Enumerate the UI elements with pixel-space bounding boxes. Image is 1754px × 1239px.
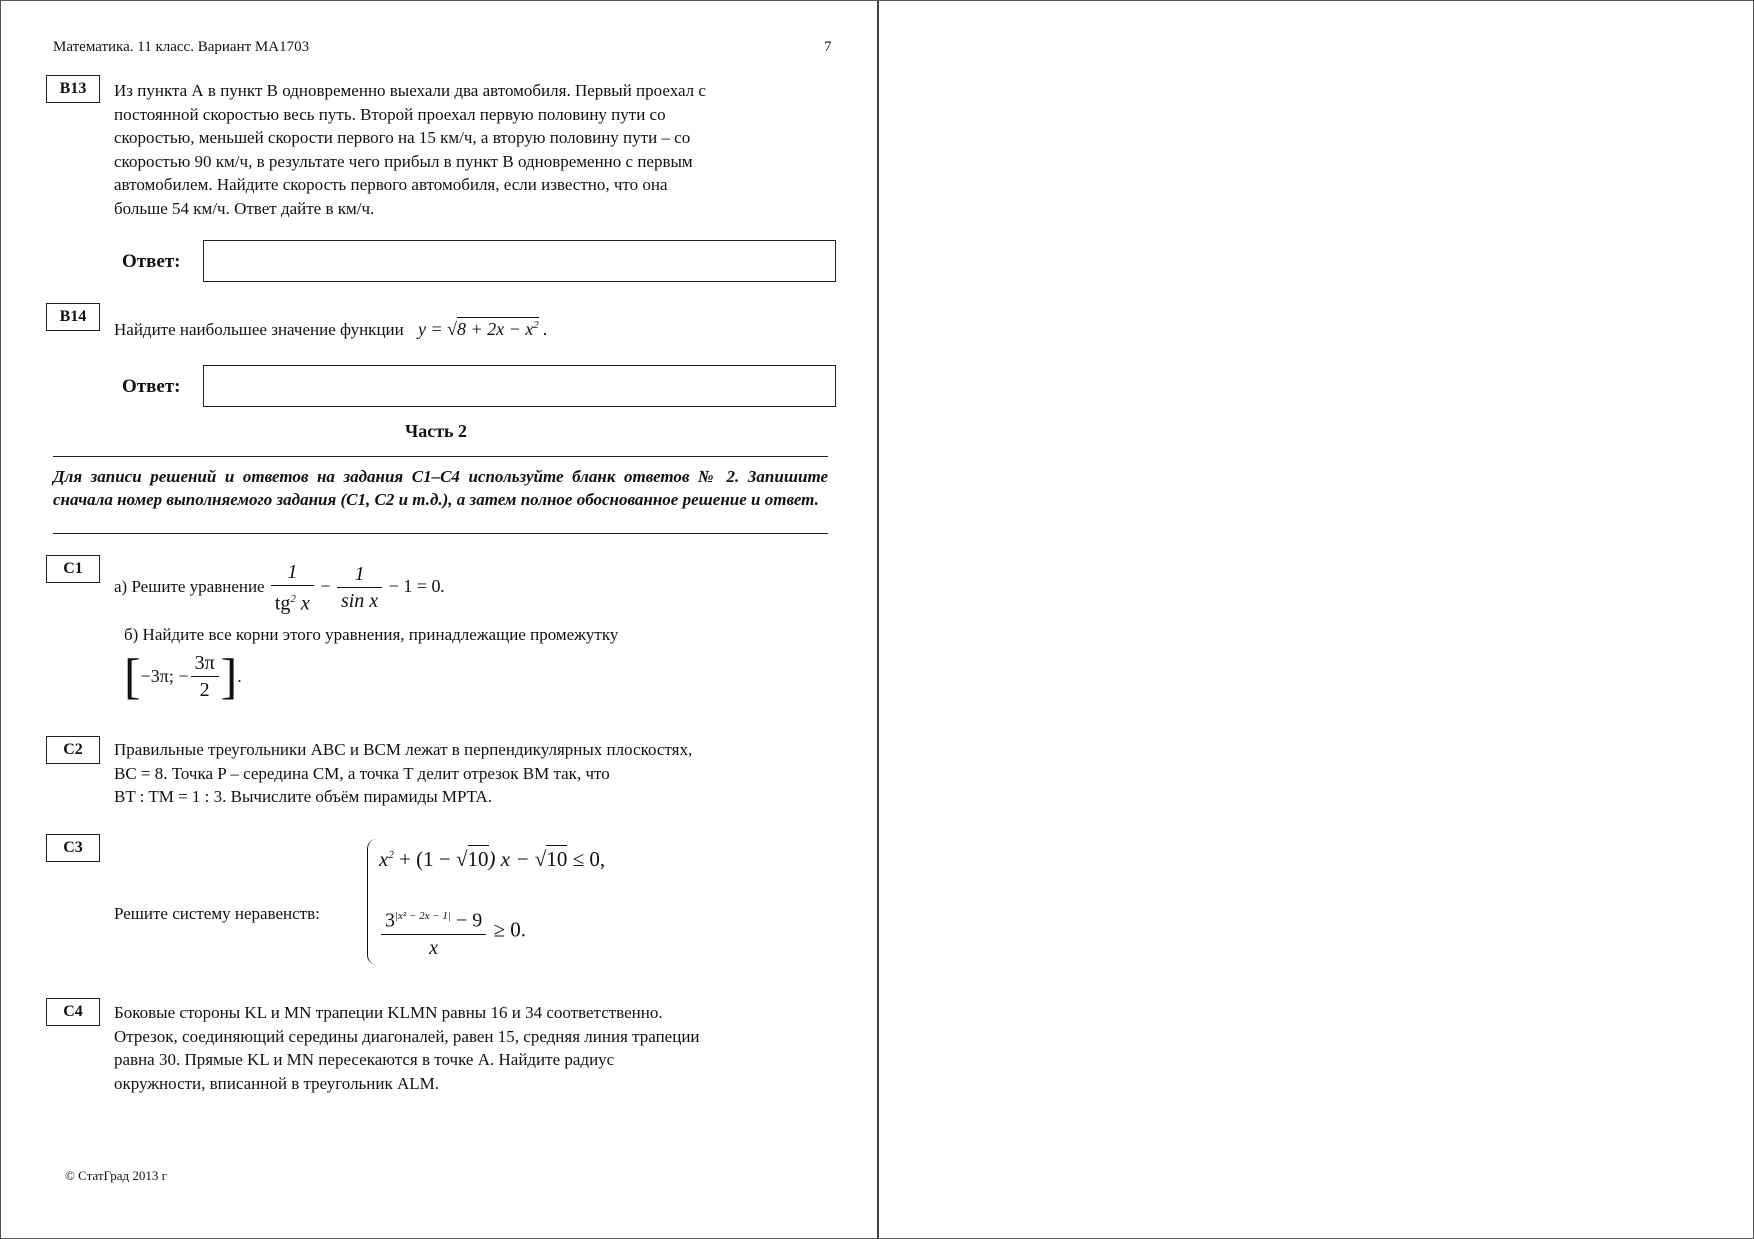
c1-frac-1 [271,559,314,617]
c4-line: Боковые стороны KL и MN трапеции KLMN равны 16 и 34 соответственно. [114,1003,663,1022]
c3-ineq2-tail: − 9 [450,909,483,932]
c1-frac-1-num: 1 [271,559,314,586]
c1-tail: − 1 = 0 [388,575,441,596]
b14-radicand [457,317,539,339]
instructions-top-rule [53,456,828,457]
task-text-c2 [114,738,828,809]
bracket-left-icon: [ [124,647,141,704]
part-2-title: Часть 2 [405,421,468,441]
c1-part-a-text: а) Решите уравнение [114,576,265,596]
b13-line: автомобилем. Найдите скорость первого автомобиля, если известно, что она [114,175,668,194]
b14-radicand-exp: 2 [533,319,539,331]
c1-interval-frac [191,650,219,703]
c1-tg-var: x [295,592,310,615]
b13-line: постоянной скоростью весь путь. Второй проехал первую половину пути со [114,104,666,124]
c3-ineq2-base: 3 [385,909,395,932]
c4-line: равна 30. Прямые KL и MN пересекаются в точке A. Найдите радиус [114,1050,615,1069]
b14-text: Найдите наибольшее значение функции [114,320,404,339]
c2-line: BT : TM = 1 : 3. Вычислите объём пирамиды MPTA. [114,787,493,806]
task-text-c1 [114,559,828,703]
task-text-b14 [114,314,828,342]
task-text-b13 [114,79,828,220]
bracket-right-icon: ] [220,647,238,704]
b13-line: Из пункта А в пункт В одновременно выехали два автомобиля. Первый проехал с [114,81,706,100]
c1-frac-2-num: 1 [337,561,382,588]
c3-ineq1-c: ) x − √ [488,847,547,871]
c3-ineq2-frac [381,903,486,961]
task-label-c1: C1 [46,555,100,583]
c1-tg: tg [274,592,291,615]
c4-line: окружности, вписанной в треугольник ALM. [114,1073,440,1093]
left-page [1,1,877,1238]
task-label-c3: C3 [46,834,100,862]
answer-box-b14[interactable] [203,365,836,407]
c1-equation [269,561,445,615]
b13-line: больше 54 км/ч. Ответ дайте в км/ч. [114,198,375,218]
footer-copyright: © СтатГрад 2013 г [65,1168,167,1183]
c2-line: Правильные треугольники ABC и BCM лежат в перпендикулярных плоскостях, [114,740,693,759]
part-2-instructions: Для записи решений и ответов на задания С1–С4 используйте бланк ответов № 2. Запишите сначала номер выполняемого задания (С1, С2 и т.д.), а затем полное обоснованное решение и ответ. [53,467,828,509]
b14-formula [418,319,548,339]
c3-ineq1-sqrt: 10 [467,847,489,871]
b14-formula-end: . [543,319,548,339]
c1-interval [124,647,828,704]
b13-line: скоростью 90 км/ч, в результате чего прибыл в пункт В одновременно с первым [114,151,693,171]
c3-ineq2-num [381,903,486,935]
sqrt-sign-icon: √ [447,319,458,339]
c3-ineq1-var: x [379,847,389,871]
instructions-bottom-rule [53,533,828,534]
task-label-c4: C4 [46,998,100,1026]
c2-line: BC = 8. Точка P – середина CM, а точка T делит отрезок BM так, что [114,763,610,783]
c1-interval-frac-num: 3π [191,650,219,677]
c1-minus: − [320,575,331,596]
c1-tg-exp: 2 [290,593,296,605]
answer-label-b13: Ответ: [122,251,181,272]
c3-ineq1-d: ≤ 0, [567,847,606,871]
c1-part-b: б) Найдите все корни этого уравнения, принадлежащие промежутку [124,624,619,644]
c3-ineq2-den: x [429,936,439,959]
c3-ineq2-rhs: ≥ 0. [493,917,527,942]
c3-ineq2-exp: |x² − 2x − 1| [395,910,451,922]
b14-formula-lhs: y = [417,319,443,339]
c3-ineq1-sqrt2: 10 [546,847,568,871]
answer-label-b14: Ответ: [122,376,181,397]
header-title: Математика. 11 класс. Вариант МА1703 [53,39,310,55]
task-text-c4 [114,1001,828,1095]
b14-radicand-text: 8 + 2x − x [457,319,534,339]
c3-inequality-2 [379,903,526,961]
c1-interval-dot: . [237,666,242,686]
page-number: 7 [824,39,832,55]
b13-line: скоростью, меньшей скорости первого на 15 км/ч, а вторую половину пути – со [114,128,691,147]
c1-frac-1-den [271,586,314,617]
c3-text: Решите систему неравенств: [114,904,320,923]
c1-frac-2-den: sin x [340,590,379,613]
c1-part-a [114,559,828,617]
task-label-c2: C2 [46,736,100,764]
task-label-b14: B14 [46,303,100,331]
c1-interval-frac-den: 2 [199,679,210,702]
c1-interval-left: −3π; − [140,665,189,686]
c3-ineq1-b: + (1 − √ [393,847,468,871]
c3-ineq1-exp: 2 [388,849,394,861]
c4-line: Отрезок, соединяющий середины диагоналей, равен 15, средняя линия трапеции [114,1026,700,1046]
c3-inequality-1 [379,847,605,872]
task-label-b13: B13 [46,75,100,103]
right-page-blank [879,1,1753,1238]
c1-tail-dot: . [440,575,445,596]
answer-box-b13[interactable] [203,240,836,282]
c1-frac-2 [337,561,382,614]
